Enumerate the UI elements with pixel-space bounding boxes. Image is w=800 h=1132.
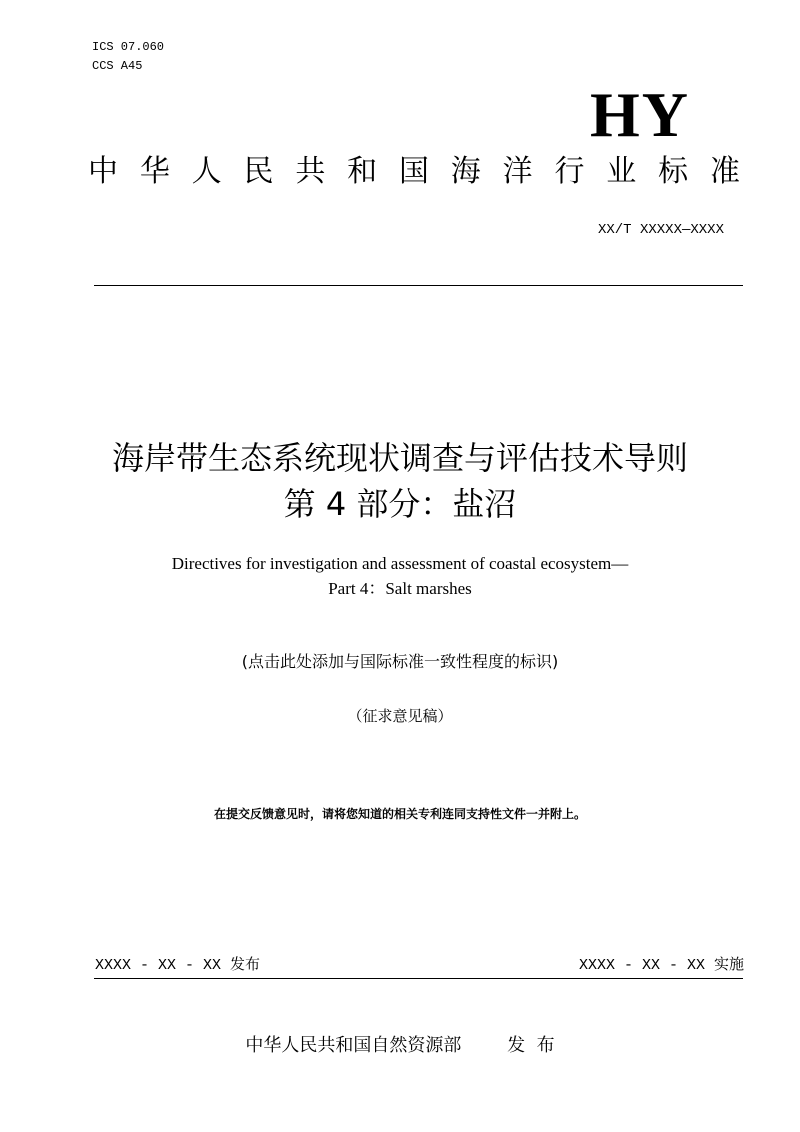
standard-type-char: 人 [191,154,222,189]
standard-type-char: 国 [398,154,429,189]
issuing-authority: 中华人民共和国自然资源部 发 布 [245,1035,555,1056]
standard-type-char: 业 [606,154,637,189]
standard-type-char: 标 [658,154,689,189]
patent-notice: 在提交反馈意见时，请将您知道的相关专利连同支持性文件一并附上。 [213,807,586,821]
classification-codes [92,38,164,76]
standard-number: XX/T XXXXX—XXXX [597,222,724,238]
title-cn-line1: 海岸带生态系统现状调查与评估技术导则 [111,439,688,477]
standard-type-char: 共 [295,154,326,189]
title-cn-line2: 第 4 部分：盐沼 [283,485,517,523]
ics-code: ICS 07.060 [92,40,165,54]
standard-type-char: 行 [554,154,585,189]
standard-type-char: 准 [709,154,740,189]
conformity-note[interactable]: (点击此处添加与国际标准一致性程度的标识) [241,652,559,671]
standard-type-char: 华 [139,154,170,189]
standard-type-char: 民 [243,154,274,189]
title-en-line2: Part 4：Salt marshes [328,579,472,598]
standard-type-char: 和 [347,154,378,189]
header-divider [94,285,743,286]
ccs-code: CCS A45 [92,59,143,73]
standard-code-logo: HY [590,79,690,150]
draft-status: （征求意见稿） [347,709,453,725]
standard-type-char: 海 [450,154,481,189]
implement-date: XXXX - XX - XX 实施 [578,957,744,974]
title-en-line1: Directives for investigation and assessment of coastal ecosystem— [171,554,629,573]
footer-divider [94,978,743,979]
standard-type-char: 中 [88,154,118,189]
issue-date: XXXX - XX - XX 发布 [95,957,261,974]
standard-type-char: 洋 [502,154,533,189]
standard-type-title [88,150,740,194]
